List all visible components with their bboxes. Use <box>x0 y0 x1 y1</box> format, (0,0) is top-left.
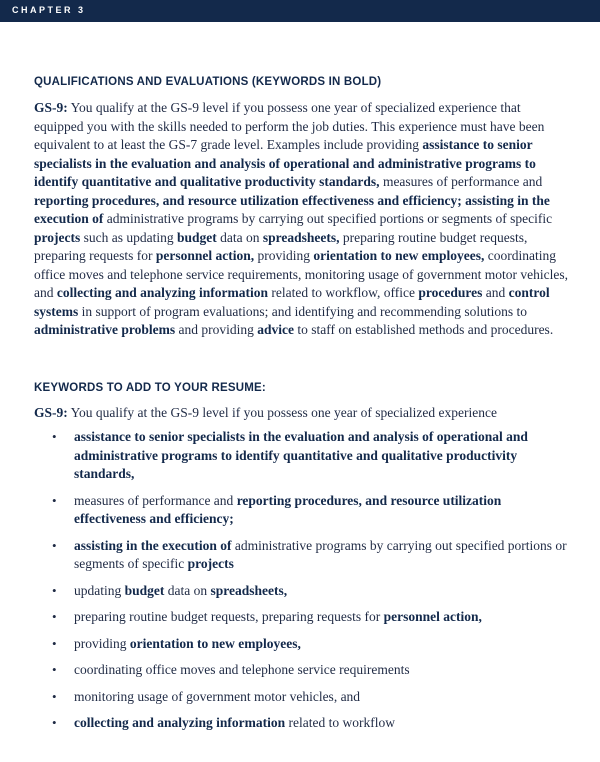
text-run: coordinating office moves and telephone service requirements <box>74 662 410 677</box>
keyword-bold: reporting procedures, and resource utilization effectiveness and efficiency; <box>74 492 502 526</box>
keywords-intro <box>34 405 497 421</box>
keyword-bullet-item <box>34 582 568 601</box>
text-run: providing <box>254 248 314 263</box>
keyword-bold: spreadsheets, <box>262 229 340 245</box>
keyword-bold: budget <box>177 229 217 245</box>
keyword-bold: personnel action, <box>155 248 255 263</box>
keyword-bold: collecting and analyzing information <box>56 285 269 300</box>
keyword-bold: GS-9: <box>34 100 68 115</box>
text-run: updating <box>74 582 125 598</box>
text-run: preparing routine budget requests, preparing requests for <box>34 229 528 263</box>
keyword-bullet-item <box>34 608 568 627</box>
text-run: data on <box>216 229 263 245</box>
intro-grade: GS-9: <box>34 405 68 420</box>
keyword-bold: assistance to senior specialists in the evaluation and analysis of operational and administrative programs to identify quantitative and qualitative productivity standards, <box>34 137 536 189</box>
keyword-bullet-item <box>34 537 568 574</box>
text-run: and providing <box>175 322 258 337</box>
text-run: administrative programs by carrying out specified portions or segments of specific <box>103 211 553 226</box>
keyword-bold: assisting in the execution of <box>74 537 232 553</box>
intro-text: You qualify at the GS-9 level if you possess one year of specialized experience <box>67 405 498 420</box>
text-run: You qualify at the GS-9 level if you possess one year of specialized experience that equipped you with the skills needed to perform the job duties. This experience must have been equivalent to at least the GS-7 grade level. Examples include providing <box>34 100 545 152</box>
keyword-bold: procedures <box>418 285 483 300</box>
text-run: such as updating <box>80 229 177 245</box>
text-run: monitoring usage of government motor vehicles, and <box>74 688 361 704</box>
keyword-bold: collecting and analyzing information <box>74 715 286 730</box>
text-run: data on <box>164 582 211 598</box>
text-run: providing <box>74 635 130 651</box>
keyword-bold: spreadsheets, <box>210 582 288 598</box>
text-run: measures of performance and <box>74 492 237 508</box>
text-run: in support of program evaluations; and identifying and recommending solutions to <box>78 303 528 319</box>
keyword-bullet-item <box>34 661 568 680</box>
text-run: measures of performance and <box>379 174 543 189</box>
keyword-bullet-item <box>34 714 568 733</box>
keyword-bullet-item <box>34 635 568 654</box>
text-run: and <box>482 285 509 300</box>
keywords-heading: KEYWORDS TO ADD TO YOUR RESUME: <box>34 382 266 394</box>
text-run: administrative programs by carrying out specified portions or segments of specific <box>74 537 567 571</box>
keyword-bold: orientation to new employees, <box>129 635 301 651</box>
keyword-bold: assistance to senior specialists in the evaluation and analysis of operational and administrative programs to identify quantitative and qualitative productivity standards, <box>74 429 528 481</box>
chapter-header-bar <box>0 0 600 22</box>
chapter-label: CHAPTER 3 <box>12 5 86 15</box>
keyword-bullet-item <box>34 428 568 484</box>
keyword-list <box>34 428 568 733</box>
keyword-bold: orientation to new employees, <box>313 248 485 263</box>
keyword-bold: advice <box>257 322 294 337</box>
text-run: related to workflow, office <box>268 285 419 300</box>
text-run: related to workflow <box>285 715 395 730</box>
keyword-bold: budget <box>124 582 165 598</box>
keyword-bullet-item <box>34 688 568 707</box>
qualifications-heading: QUALIFICATIONS AND EVALUATIONS (KEYWORDS IN BOLD) <box>34 76 382 88</box>
keyword-bullet-item <box>34 492 568 529</box>
qualifications-paragraph <box>34 99 570 340</box>
text-run: to staff on established methods and procedures. <box>294 322 554 337</box>
text-run: preparing routine budget requests, preparing requests for <box>74 609 384 624</box>
keyword-bold: reporting procedures, and resource utilization effectiveness and efficiency; assisting in the execution of <box>34 192 550 226</box>
keyword-bold: projects <box>34 229 81 245</box>
text-run: coordinating office moves and telephone service requirements, monitoring usage of government motor vehicles, and <box>34 248 568 300</box>
keyword-bold: personnel action, <box>383 609 482 624</box>
keyword-bold: control systems <box>34 285 550 319</box>
keyword-bold: administrative problems <box>34 322 176 337</box>
keyword-bold: projects <box>187 556 234 571</box>
